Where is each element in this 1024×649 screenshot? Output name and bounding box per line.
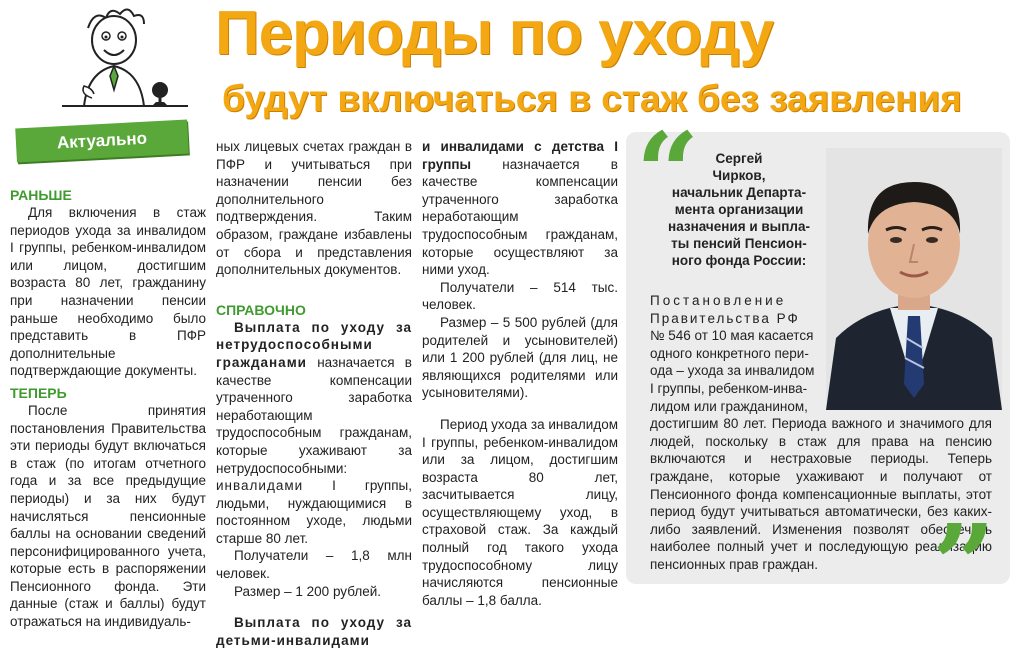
quote-line-1: Постановление bbox=[650, 293, 787, 308]
payment2-text: назначается в качестве компенсации утраченного заработка неработающим трудоспособным гражданам, которые осуществляют за ними уход. bbox=[422, 156, 618, 278]
headline-line2: будут включаться в стаж без заявления bbox=[222, 78, 962, 119]
payment2-amount: Размер – 5 500 рублей (для родителей и усыновителей) или 1 200 рублей (для лиц, не являющихся родителями или усыновителями). bbox=[422, 314, 618, 401]
quote-line-2: Правительства РФ bbox=[650, 310, 800, 326]
quote-line-3: № 546 от 10 мая касается bbox=[650, 328, 814, 344]
payment2-recipients: Получатели – 514 тыс. человек. bbox=[422, 279, 618, 313]
quote-line-7: лидом или гражданином, bbox=[650, 398, 808, 414]
quote-line-6: I группы, ребенком-инва- bbox=[650, 380, 808, 396]
payment1-lead: Выплата по уходу за нетрудоспособными гражданами bbox=[216, 319, 412, 370]
payment1-paragraph bbox=[216, 319, 412, 548]
payment1-amount: Размер – 1 200 рублей. bbox=[234, 583, 382, 599]
author-position-1: начальник Департа- bbox=[671, 185, 807, 200]
rubric-reference: СПРАВОЧНО bbox=[216, 301, 306, 318]
period-paragraph: Период ухода за инвалидом I группы, ребенком-инвалидом или за лицом, достигшим возраста 80 лет, засчитывается лицу, осуществляющему уход, в страховой стаж. За каждый полный год такого ухода трудоспособному лицу начисляются пенсионные баллы – 1,8 балла. bbox=[422, 416, 618, 608]
payment2-lead: Выплата по уходу за детьми-инвалидами bbox=[216, 615, 412, 648]
author-position-4: ты пенсий Пенсион- bbox=[671, 236, 807, 251]
quote-text-narrow bbox=[650, 292, 826, 415]
article-column-2 bbox=[216, 138, 412, 649]
author-position-5: ного фонда России: bbox=[671, 253, 807, 268]
open-quote-mark: “ bbox=[636, 108, 700, 237]
rubric-now: ТЕПЕРЬ bbox=[10, 384, 67, 401]
payment1-text2: I группы, людьми, нуждающимися в постоянном уходе, людьми старше 80 лет. bbox=[216, 478, 412, 546]
payment1-recipients: Получатели – 1,8 млн человек. bbox=[216, 548, 412, 582]
payment2-paragraph bbox=[422, 138, 618, 279]
close-quote-mark: ” bbox=[932, 500, 996, 629]
quote-text-wide: достигшим 80 лет. Периода важного и значимого для людей, поскольку в стаж для права на пенсию включаются и нестраховые периоды. Теперь граждане, которые ухаживают и получают от Пенсионного фонда компенсационные выплаты, этот период будут учитываться автоматически, без каких-либо заявлений. Изменения позволят обеспечить наиболее полный учет и последующую реализацию пенсионных прав граждан. bbox=[650, 416, 992, 572]
author-position-3: назначения и выпла- bbox=[668, 219, 810, 234]
rubric-before: РАНЬШЕ bbox=[10, 187, 72, 203]
quote-author bbox=[654, 150, 824, 269]
author-first-name: Сергей bbox=[715, 151, 763, 166]
payment1-spaced: инвалидами bbox=[216, 478, 304, 494]
article-column-1 bbox=[10, 186, 206, 631]
payment1-text: назначается в качестве компенсации утраченного заработка неработающим трудоспособным гражданам, которые ухаживают за нетрудоспособными: bbox=[216, 354, 412, 476]
headline-line1: Периоды по уходу bbox=[215, 0, 773, 68]
section-tag: Актуально bbox=[15, 120, 189, 163]
now-paragraph: После принятия постановления Правительства эти периоды будут включаться в стаж (по итогам отчетного года и за все предыдущие периоды) и за них будут начисляться пенсионные баллы на основании сведений персонифицированного учета, которые есть в распоряжении Пенсионного фонда. Эти данные (стаж и баллы) будут отражаться на индивидуаль- bbox=[10, 402, 206, 630]
quote-line-5: ода – ухода за инвалидом bbox=[650, 363, 815, 379]
article-column-3 bbox=[422, 138, 618, 609]
continuation-paragraph: ных лицевых счетах граждан в ПФР и учитываться при назначении пенсии без дополнительного подтверждения. Таким образом, граждане избавлены от сбора и представления дополнительных документов. bbox=[216, 139, 412, 278]
author-last-name: Чирков, bbox=[712, 168, 766, 183]
quote-line-4: одного конкретного пери- bbox=[650, 345, 809, 361]
author-position-2: мента организации bbox=[674, 202, 804, 217]
cartoon-mascot-illustration bbox=[48, 6, 198, 122]
payment2-lead-cont: и инвалидами с детства I группы bbox=[422, 139, 618, 172]
before-paragraph: Для включения в стаж периодов ухода за инвалидом I группы, ребенком-инвалидом или лицом, достигшим возраста 80 лет, гражданину при назначении пенсии раньше необходимо было представить в ПФР дополнительные подтверждающие документы. bbox=[10, 205, 206, 379]
